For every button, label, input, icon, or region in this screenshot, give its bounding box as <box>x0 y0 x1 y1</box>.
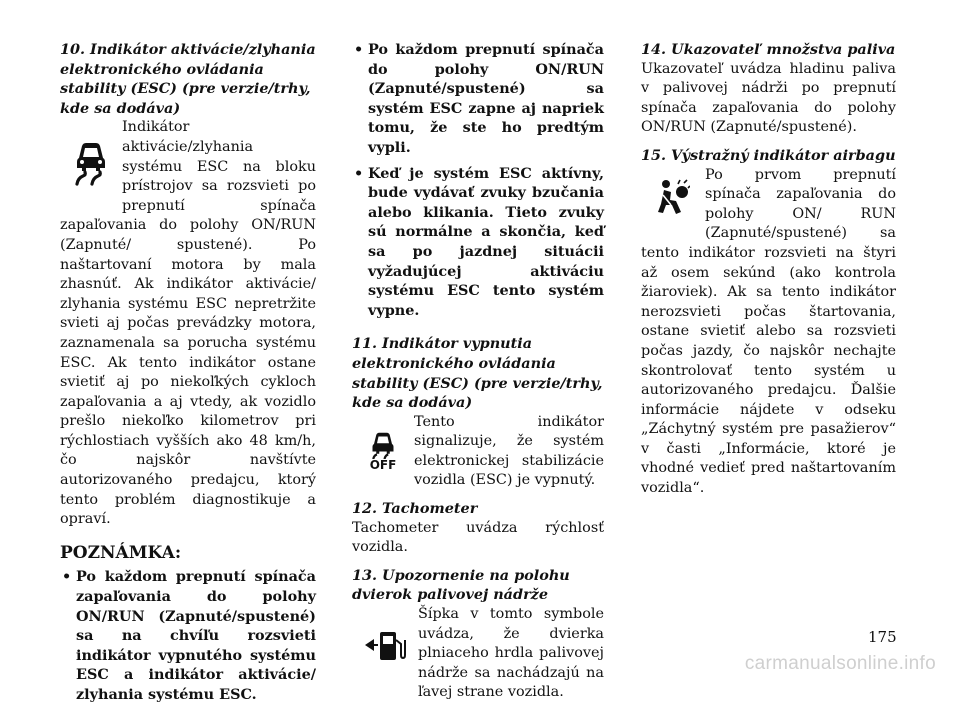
watermark: carmanualsonline.info <box>744 653 936 675</box>
section-15-text: Po prvom prepnutí spínača zapaľovania do polohy ON/ RUN (Zapnuté/spustené) sa tento indikátor rozsvieti na štyri až osem sekúnd (ako kontrola žiaroviek). Ak sa tento indikátor nerozsvieti počas štartovania, ostane svietiť alebo sa rozsvieti počas jazdy, čo najskôr nechajte skontrolovať tento systém u autorizovaného predajcu. Ďalšie informácie nájdete v odseku „Záchytný systém pre pasažierov“ v časti „Informácie, ktoré je vhodné vedieť pred naštartovaním vozidla“. <box>641 166 896 497</box>
section-12-text: Tachometer uvádza rýchlosť vozidla. <box>352 519 604 556</box>
note-bullet-3: • Keď je systém ESC aktívny, bude vydávať zvuky bzučania alebo klikania. Tieto zvuky sú normálne a skončia, keď sa po jazdnej situácii vyžadujúcej aktiváciu systému ESC tento systém vypne. <box>352 164 604 321</box>
esc-skid-icon <box>60 118 122 202</box>
section-14-text: Ukazovateľ uvádza hladinu paliva v palivovej nádrži po prepnutí spínača zapaľovania do polohy ON/RUN (Zapnuté/spustené). <box>641 60 896 136</box>
column-right <box>641 40 896 499</box>
section-10-title: 10. Indikátor aktivácie/zlyhania elektronického ovládania stability (ESC) (pre verzie/trhy, kde sa dodáva) <box>60 41 316 117</box>
section-14-title: 14. Ukazovateľ množstva paliva <box>641 41 896 58</box>
note-title: POZNÁMKA: <box>60 542 182 563</box>
page-number: 175 <box>868 628 897 646</box>
note-bullet-2: • Po každom prepnutí spínača do polohy ON/RUN (Zapnuté/spustené) sa systém ESC zapne aj napriek tomu, že ste ho predtým vypli. <box>352 40 604 158</box>
section-10-text: Indikátor aktivácie/zlyhania systému ESC na bloku prístrojov sa rozsvieti po prepnutí spínača zapaľovania do polohy ON/RUN (Zapnuté/ spustené). Po naštartovaní motora by mala zhasnúť. Ak indikátor aktivácie/ zlyhania systému ESC nepretržite svieti aj počas prevádzky motora, zaznamenala sa porucha systému ESC. Ak tento indikátor ostane svietiť aj po niekoľkých cykloch zapaľovania a aj vtedy, ak vozidlo prešlo niekoľko kilometrov pri rýchlostiach vyšších ako 48 km/h, čo najskôr navštívte autorizovaného predajcu, ktorý tento problém diagnostikuje a opraví. <box>60 119 316 528</box>
section-12-title: 12. Tachometer <box>352 500 478 518</box>
airbag-icon <box>641 166 705 228</box>
esc-off-icon <box>352 413 414 489</box>
note-list-continued <box>352 40 604 320</box>
fuel-door-icon <box>352 605 418 685</box>
section-11-text: Tento indikátor signalizuje, že systém elektronickej stabilizácie vozidla (ESC) je vypnutý. <box>414 413 604 489</box>
section-13-text: Šípka v tomto symbole uvádza, že dvierka plniaceho hrdla palivovej nádrže sa nachádzajú na ľavej strane vozidla. <box>418 606 604 701</box>
note-bullet-1: • Po každom prepnutí spínača zapaľovania do polohy ON/RUN (Zapnuté/spustené) sa na chvíľu rozsvieti indikátor vypnutého systému ESC a indikátor aktivácie/ zlyhania systému ESC. <box>60 567 316 704</box>
esc-off-label: OFF <box>369 458 397 473</box>
section-11-title: 11. Indikátor vypnutia elektronického ovládania stability (ESC) (pre verzie/trhy, kde sa dodáva) <box>352 335 603 412</box>
note-list <box>60 567 316 704</box>
column-middle <box>352 40 604 703</box>
section-13-title: 13. Upozornenie na polohu dvierok palivovej nádrže <box>352 566 570 604</box>
section-15-title: 15. Výstražný indikátor airbagu <box>641 146 896 164</box>
column-left <box>60 40 316 711</box>
